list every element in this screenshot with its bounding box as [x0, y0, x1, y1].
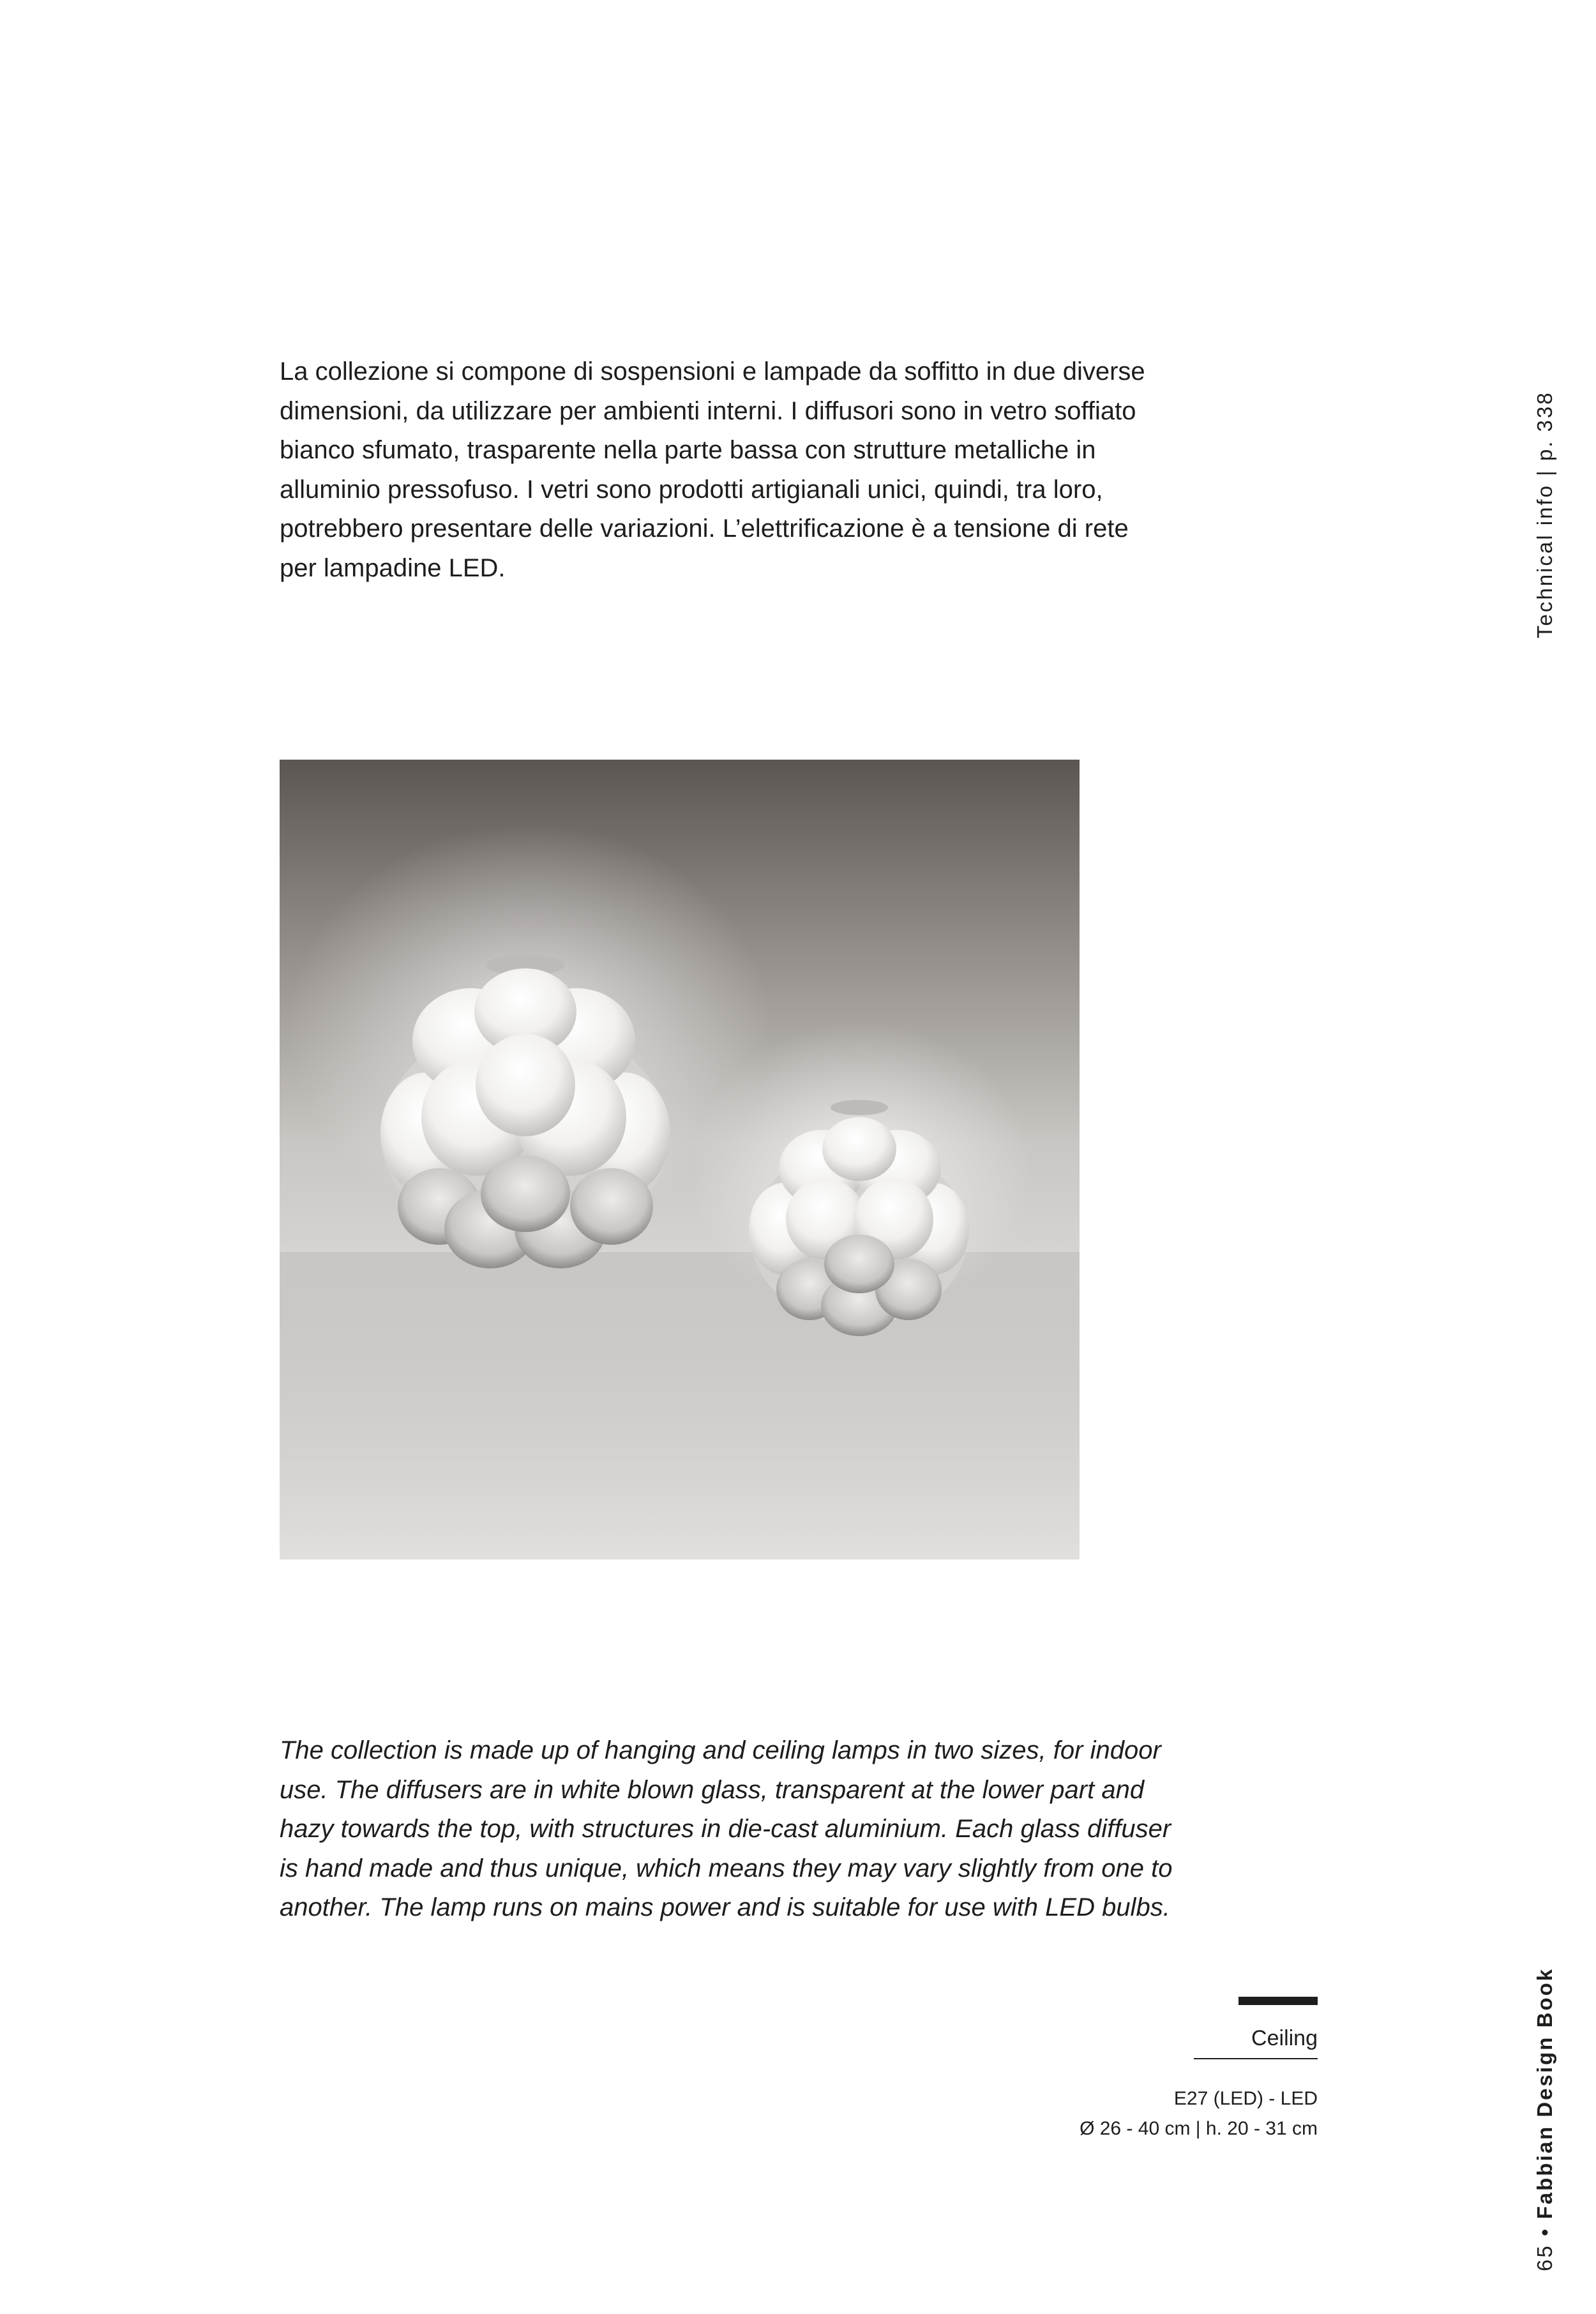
spec-dimensions: Ø 26 - 40 cm | h. 20 - 31 cm [1080, 2118, 1318, 2139]
spec-section-bar [1238, 1997, 1318, 2005]
intro-text-english: The collection is made up of hanging and ceiling lamps in two sizes, for indoor use. The diffusers are in white blown glass, transparent at the lower part and hazy towards the top, with structures in die-cast aluminium. Each glass diffuser is hand made and thus unique, which means they may vary slightly from one to another. The lamp runs on mains power and is suitable for use with LED bulbs. [280, 1736, 1173, 1921]
bullet-separator: • [1533, 2227, 1556, 2237]
intro-text-italian: La collezione si compone di sospensioni e lampade da soffitto in due diverse dimensioni, da utilizzare per ambienti interni. I diffusori sono in vetro soffiato bianco sfumato, trasparente nella parte bassa con strutture metalliche in alluminio pressofuso. I vetri sono prodotti artigianali unici, quindi, tra loro, potrebbero presentare delle variazioni. L’elettrificazione è a tensione di rete per lampadine LED. [280, 357, 1145, 582]
ceiling-lamps-image [280, 760, 1080, 1559]
spec-bulb-type: E27 (LED) - LED [1173, 2088, 1318, 2109]
spec-title: Ceiling [1194, 2025, 1318, 2059]
product-photo [280, 760, 1080, 1559]
page-footer [1532, 1967, 1558, 2271]
book-title: Fabbian Design Book [1533, 1967, 1556, 2220]
page-number: 65 [1533, 2244, 1556, 2271]
technical-info-reference: Technical info | p. 338 [1533, 391, 1556, 638]
